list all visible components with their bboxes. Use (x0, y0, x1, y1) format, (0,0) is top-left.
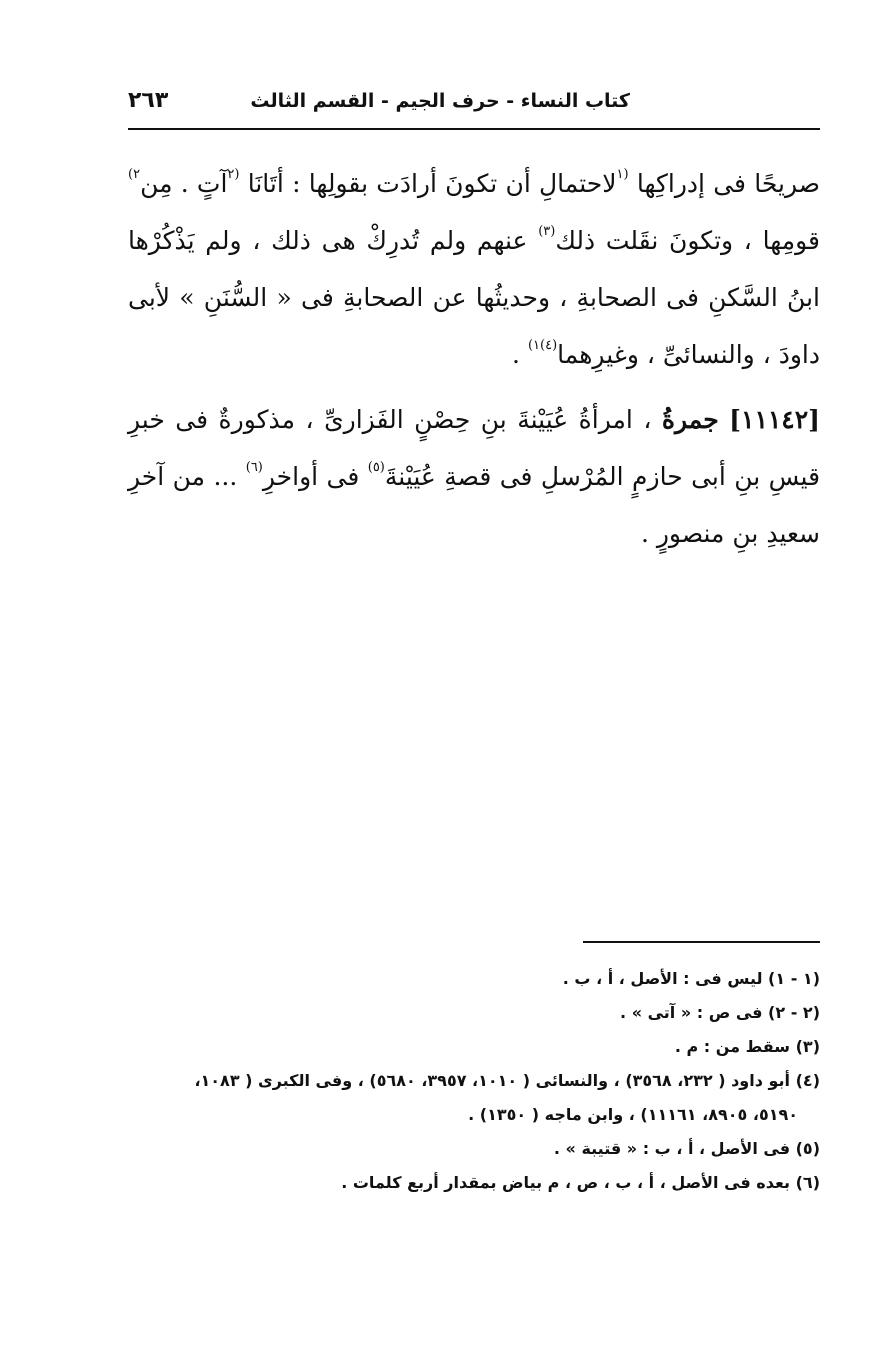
footnote-3: (٣) سقط من : م . (674, 1037, 820, 1056)
running-header (128, 88, 820, 124)
footnote-2: (٢ - ٢) فى ص : « آتى » . (620, 1003, 820, 1022)
footnote-marker: (١ (616, 167, 629, 182)
footnote-5: (٥) فى الأصل ، أ ، ب : « قتيبة » . (553, 1139, 820, 1158)
entry-number: [١١١٤٢] (729, 405, 820, 434)
text-run: فى أواخرِ (262, 462, 368, 491)
text-run: ... من آخرِ سعيدِ بنِ منصورٍ . (128, 462, 820, 548)
footnote-6: (٦) بعده فى الأصل ، أ ، ب ، ص ، م بياض بمقدار أربع كلمات . (341, 1173, 820, 1192)
text-run: ، امرأةُ عُيَيْنةَ بنِ حِصْنٍ الفَزارىِّ ، مذكورةٌ فى خبرِ قيسِ بنِ أبى حازمٍ المُرْسلِ فى قصةِ عُيَيْنةَ (128, 405, 821, 491)
page-number: ٢٦٣ (128, 88, 169, 113)
footnote-4: (٤) أبو داود ( ٢٣٢، ٣٥٦٨) ، والنسائى ( ١٠١٠، ٣٩٥٧، ٥٦٨٠) ، وفى الكبرى ( ١٠٨٣، (194, 1071, 820, 1090)
footnote-marker: (٦) (245, 460, 263, 475)
main-text (128, 155, 820, 562)
paragraph-1 (128, 155, 820, 383)
text-run: لاحتمالِ أن تكونَ أرادَت بقولِها : أتَانَا (239, 169, 617, 198)
paragraph-2 (128, 391, 820, 562)
footnote-marker: (٤)١) (527, 338, 558, 353)
footnote-marker: (٢ (227, 167, 240, 182)
footnote-1: (١ - ١) ليس فى : الأصل ، أ ، ب . (562, 969, 820, 988)
footnote-marker: ٢) (128, 167, 141, 182)
text-run: عنهم ولم تُدرِكْ هى ذلك ، ولم يَذْكُرْها ابنُ السَّكنِ فى الصحابةِ ، وحديثُها عن الصحابةِ فى « السُّنَنِ » لأبى داودَ ، والنسائىِّ ، وغيرِهما (128, 226, 820, 369)
footnote-4-continued: ٥١٩٠، ٨٩٠٥، ١١١٦١) ، وابن ماجه ( ١٣٥٠) . (468, 1105, 798, 1124)
text-run: . (512, 340, 528, 369)
header-rule (128, 128, 820, 130)
footnotes (135, 962, 820, 1200)
running-title: كتاب النساء - حرف الجيم - القسم الثالث (250, 90, 630, 112)
footnote-separator (583, 941, 820, 943)
entry-name: جمرةُ (661, 405, 719, 434)
footnote-marker: (٣) (538, 224, 556, 239)
text-run: آتٍ . مِن (140, 169, 228, 198)
text-run: قومِها ، وتكونَ نقَلت ذلك (555, 226, 820, 255)
text-run: صريحًا فى إدراكِها (628, 169, 820, 198)
footnote-marker: (٥) (367, 460, 385, 475)
